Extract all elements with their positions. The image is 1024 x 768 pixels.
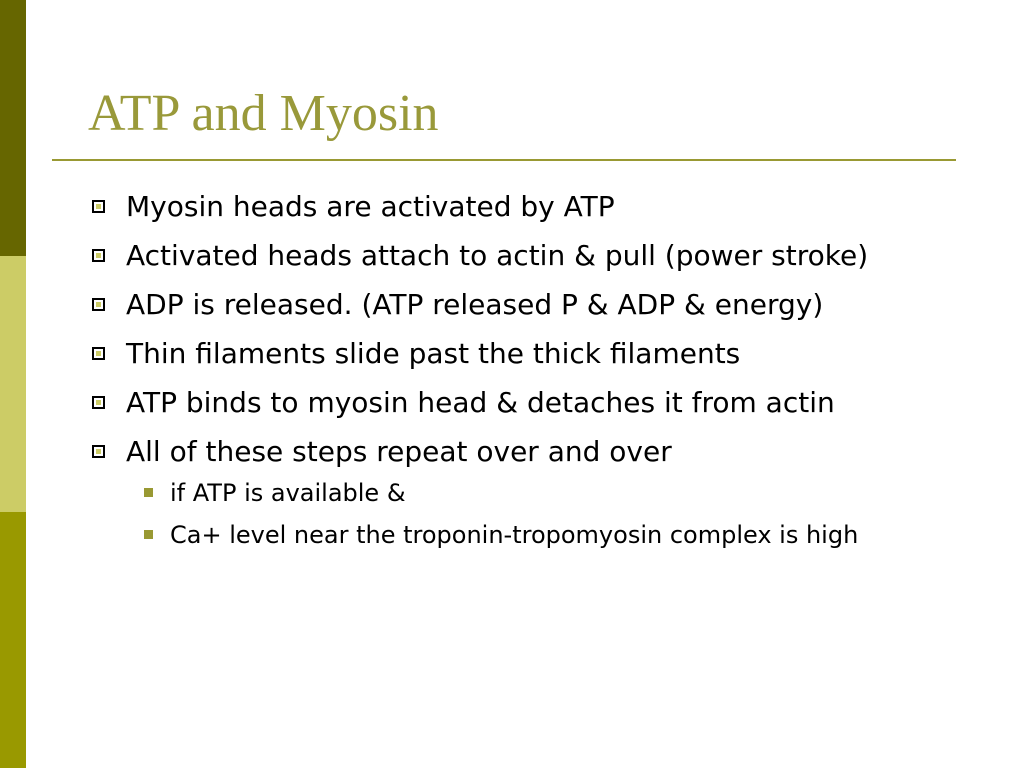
- bullet-item: [88, 382, 918, 423]
- square-bullet-icon: [92, 347, 105, 360]
- title-underline: [52, 159, 956, 161]
- sub-bullet-item: [126, 518, 918, 552]
- bullet-text: ATP binds to myosin head & detaches it from actin: [126, 386, 835, 419]
- bullet-item: [88, 235, 918, 276]
- sub-bullet-item: [126, 476, 918, 510]
- filled-square-bullet-icon: [144, 488, 153, 497]
- sub-bullet-text: if ATP is available &: [170, 479, 406, 507]
- bullet-text: Myosin heads are activated by ATP: [126, 190, 615, 223]
- side-bar: [0, 0, 26, 768]
- bullet-text: All of these steps repeat over and over: [126, 435, 672, 468]
- square-bullet-icon: [92, 249, 105, 262]
- bullet-list: [88, 186, 918, 560]
- bullet-item: [88, 333, 918, 374]
- filled-square-bullet-icon: [144, 530, 153, 539]
- bullet-text: Thin filaments slide past the thick filaments: [126, 337, 741, 370]
- square-bullet-icon: [92, 445, 105, 458]
- bullet-text: ADP is released. (ATP released P & ADP & energy): [126, 288, 824, 321]
- square-bullet-icon: [92, 396, 105, 409]
- bullet-item: [88, 431, 918, 552]
- bullet-item: [88, 186, 918, 227]
- slide-title: ATP and Myosin: [88, 85, 439, 142]
- side-bar-segment-middle: [0, 256, 26, 512]
- side-bar-segment-bottom: [0, 512, 26, 768]
- bullet-text: Activated heads attach to actin & pull (power stroke): [126, 239, 869, 272]
- side-bar-segment-top: [0, 0, 26, 256]
- sub-bullet-text: Ca+ level near the troponin-tropomyosin complex is high: [170, 521, 859, 549]
- sub-bullet-list: [126, 476, 918, 552]
- square-bullet-icon: [92, 200, 105, 213]
- bullet-item: [88, 284, 918, 325]
- square-bullet-icon: [92, 298, 105, 311]
